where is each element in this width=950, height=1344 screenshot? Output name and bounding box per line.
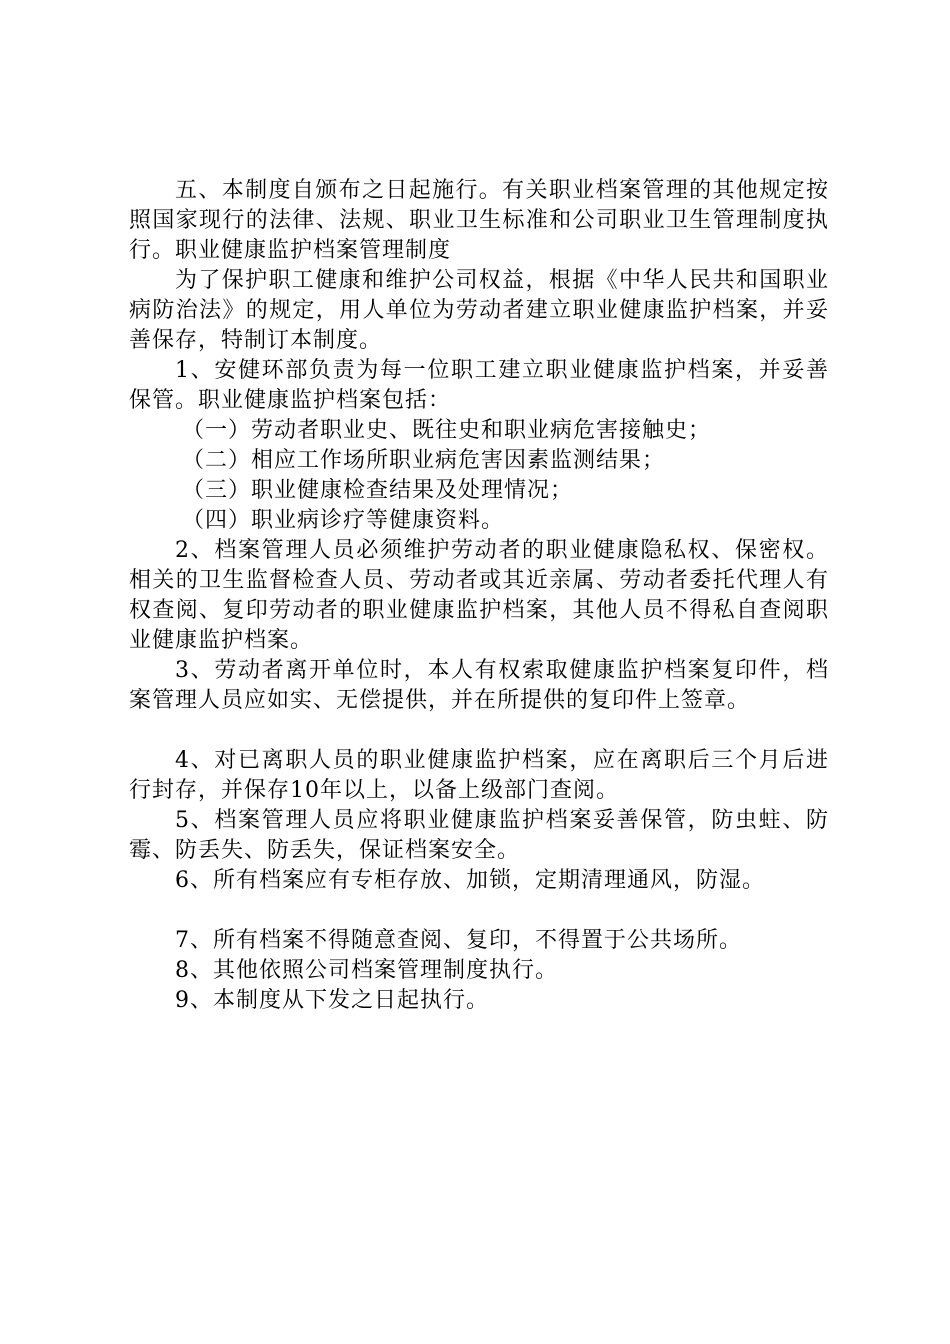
paragraph-purpose: 为了保护职工健康和维护公司权益，根据《中华人民共和国职业病防治法》的规定，用人单位为劳动者建立职业健康监护档案，并妥善保存，特制订本制度。 — [129, 268, 829, 353]
document-body — [129, 176, 829, 1016]
paragraph-clause-8: 8、其他依照公司档案管理制度执行。 — [175, 958, 558, 983]
paragraph-clause-7: 7、所有档案不得随意查阅、复印，不得置于公共场所。 — [175, 928, 742, 953]
paragraph-spacer — [129, 896, 829, 926]
list-item-2: （二）相应工作场所职业病危害因素监测结果； — [182, 448, 666, 473]
paragraph-clause-9: 9、本制度从下发之日起执行。 — [175, 988, 489, 1013]
paragraph-effective-date: 五、本制度自颁布之日起施行。有关职业档案管理的其他规定按照国家现行的法律、法规、职业卫生标准和公司职业卫生管理制度执行。职业健康监护档案管理制度 — [129, 178, 829, 263]
list-item-3: （三）职业健康检查结果及处理情况； — [182, 478, 574, 503]
paragraph-clause-4: 4、对已离职人员的职业健康监护档案，应在离职后三个月后进行封存，并保存10年以上，以备上级部门查阅。 — [129, 748, 829, 803]
paragraph-clause-5: 5、档案管理人员应将职业健康监护档案妥善保管，防虫蛀、防霉、防丢失、防丢失，保证档案安全。 — [129, 808, 829, 863]
paragraph-spacer — [129, 716, 829, 746]
list-item-1: （一）劳动者职业史、既往史和职业病危害接触史； — [182, 418, 712, 443]
paragraph-clause-2: 2、档案管理人员必须维护劳动者的职业健康隐私权、保密权。相关的卫生监督检查人员、劳动者或其近亲属、劳动者委托代理人有权查阅、复印劳动者的职业健康监护档案，其他人员不得私自查阅职业健康监护档案。 — [129, 538, 829, 653]
paragraph-clause-3: 3、劳动者离开单位时，本人有权索取健康监护档案复印件，档案管理人员应如实、无偿提供，并在所提供的复印件上签章。 — [129, 658, 829, 713]
list-item-4: （四）职业病诊疗等健康资料。 — [182, 508, 505, 533]
paragraph-clause-6: 6、所有档案应有专柜存放、加锁，定期清理通风，防湿。 — [175, 868, 765, 893]
paragraph-clause-1: 1、安健环部负责为每一位职工建立职业健康监护档案，并妥善保管。职业健康监护档案包括： — [129, 358, 829, 413]
